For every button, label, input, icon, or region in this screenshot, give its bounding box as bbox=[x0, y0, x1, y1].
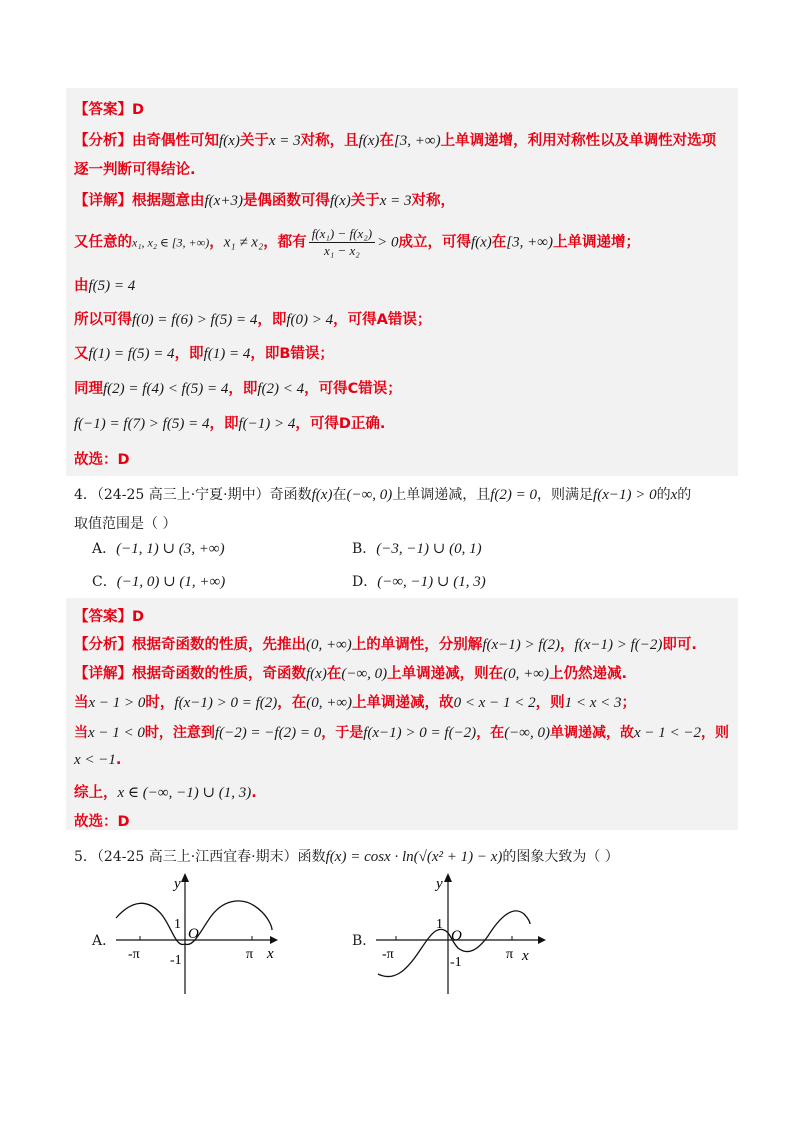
q3-analysis-line-1: 【分析】由奇偶性可知f(x)关于x = 3对称，且f(x)在[3, +∞)上单调递增，利用对称性以及单调性对选项 bbox=[74, 133, 717, 149]
q4-analysis: 【分析】根据奇函数的性质，先推出(0, +∞)上的单调性，分别解f(x−1) > f(2)，f(x−1) > f(−2)即可. bbox=[74, 637, 697, 653]
graph-a-origin: O bbox=[188, 926, 199, 942]
q4-stem-line-2: 取值范围是（ ） bbox=[74, 516, 177, 532]
q5-graph-b-label[interactable]: B． bbox=[352, 933, 377, 949]
q4-detail-line-1: 【详解】根据奇函数的性质，奇函数f(x)在(−∞, 0)上单调递减，则在(0, +∞)上仍然递减. bbox=[74, 666, 627, 682]
graph-b-x-arrow bbox=[538, 936, 546, 944]
q3-detail-line-5: 又f(1) = f(5) = 4，即f(1) = 4，即B错误； bbox=[74, 346, 334, 362]
graph-a-tick-one-label: 1 bbox=[174, 917, 181, 932]
q4-stem-line-1: 4．（24-25 高三上·宁夏·期中）奇函数f(x)在(−∞, 0)上单调递减，且f(2) = 0，则满足f(x−1) > 0的x的 bbox=[74, 487, 692, 503]
q3-detail-line-7: f(−1) = f(7) > f(5) = 4，即f(−1) > 4，可得D正确. bbox=[74, 416, 386, 432]
graph-a-neg-pi-label: -π bbox=[128, 947, 140, 962]
graph-b-tick-neg-one-label: -1 bbox=[450, 955, 462, 970]
graph-b-pi-label: π bbox=[506, 947, 514, 962]
graph-b-y-arrow bbox=[444, 873, 452, 882]
q3-detail-line-6: 同理f(2) = f(4) < f(5) = 4，即f(2) < 4，可得C错误； bbox=[74, 381, 402, 397]
q4-option-a[interactable]: A．(−1, 1) ∪ (3, +∞) bbox=[92, 541, 225, 557]
q3-answer: 【答案】D bbox=[74, 102, 145, 118]
q4-detail-line-3: 当x − 1 < 0时，注意到f(−2) = −f(2) = 0，于是f(x−1) > 0 = f(−2)，在(−∞, 0)单调递减，故x − 1 < −2，则 bbox=[74, 725, 730, 741]
graph-a-tick-neg-one-label: -1 bbox=[170, 953, 182, 968]
graph-b-x-label: x bbox=[522, 948, 529, 964]
q3-detail-line-4: 所以可得f(0) = f(6) > f(5) = 4，即f(0) > 4，可得A错误； bbox=[74, 312, 432, 328]
q5-stem: 5．（24-25 高三上·江西宜春·期末）函数f(x) = cosx · ln(√(x² + 1) − x)的图象大致为（ ） bbox=[74, 849, 619, 865]
graph-a-y-arrow bbox=[181, 873, 189, 882]
q4-option-b[interactable]: B．(−3, −1) ∪ (0, 1) bbox=[352, 541, 482, 557]
q3-detail-line-1: 【详解】根据题意由f(x+3)是偶函数可得f(x)关于x = 3对称， bbox=[74, 193, 456, 209]
q4-option-d[interactable]: D．(−∞, −1) ∪ (1, 3) bbox=[352, 574, 486, 590]
q5-graph-a[interactable] bbox=[112, 870, 282, 1000]
graph-a-pi-label: π bbox=[246, 947, 254, 962]
q5-graph-b[interactable] bbox=[372, 870, 552, 1000]
q3-detail-line-2: 又任意的x₁, x₂ ∈ [3, +∞)，x₁ ≠ x₂，都有 $\frac{\text{f(x₁) − f(x₂)}}{\text{x₁ − x₂}}$ > 0成立，可得f(x)在[3, +∞)上单调递增； bbox=[74, 226, 640, 258]
q4-detail-line-4: x < −1. bbox=[74, 752, 122, 768]
q3-difference-quotient: $\frac{\text{f(x₁) − f(x₂)}}{\text{x₁ − x₂}}$ bbox=[309, 226, 375, 259]
q3-choose: 故选：D bbox=[74, 452, 130, 468]
q4-answer: 【答案】D bbox=[74, 609, 145, 625]
q3-analysis-line-2: 逐一判断可得结论. bbox=[74, 162, 196, 178]
q3-detail-line-3: 由f(5) = 4 bbox=[74, 278, 136, 294]
graph-b-y-label: y bbox=[436, 876, 443, 892]
q4-choose: 故选：D bbox=[74, 814, 130, 830]
graph-a-x-label: x bbox=[267, 946, 274, 962]
q4-summary: 综上，x ∈ (−∞, −1) ∪ (1, 3). bbox=[74, 785, 257, 801]
graph-a-y-label: y bbox=[174, 876, 181, 892]
graph-b-origin: O bbox=[451, 928, 462, 944]
q4-option-c[interactable]: C．(−1, 0) ∪ (1, +∞) bbox=[92, 574, 226, 590]
q5-graph-a-label[interactable]: A． bbox=[92, 933, 117, 949]
graph-b-tick-one-label: 1 bbox=[436, 917, 443, 932]
q4-detail-line-2: 当x − 1 > 0时，f(x−1) > 0 = f(2)，在(0, +∞)上单调递减，故0 < x − 1 < 2，则1 < x < 3； bbox=[74, 695, 636, 711]
graph-b-neg-pi-label: -π bbox=[382, 947, 394, 962]
graph-a-x-arrow bbox=[270, 936, 278, 944]
